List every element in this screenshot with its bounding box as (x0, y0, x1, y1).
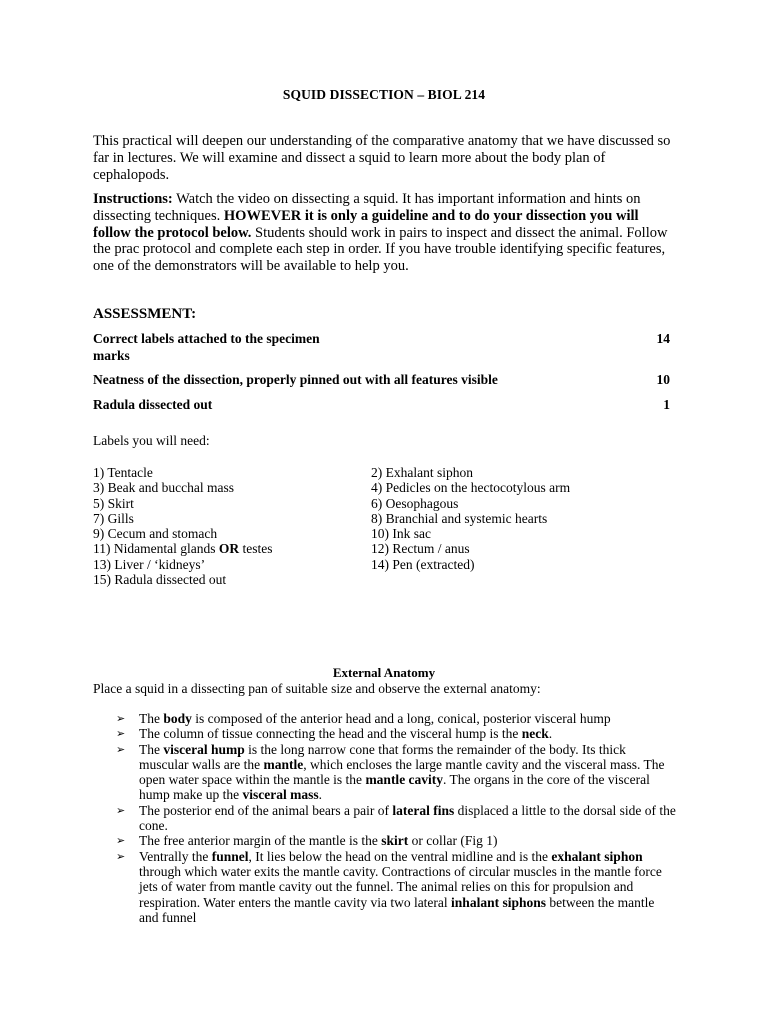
label-row (93, 496, 613, 511)
bullet-term: neck (521, 726, 549, 742)
arrow-bullet-icon: ➢ (116, 849, 126, 863)
label-row (93, 511, 613, 526)
assessment-label: Correct labels attached to the specimen (93, 331, 320, 346)
list-item (116, 833, 676, 848)
label-item: 10) Ink sac (371, 526, 431, 542)
label-item: 12) Rectum / anus (371, 541, 470, 557)
label-item: 5) Skirt (93, 495, 134, 511)
assessment-row (93, 371, 670, 388)
bullet-text: , It lies below the head on the ventral midline and is the (248, 848, 552, 864)
arrow-bullet-icon: ➢ (116, 803, 126, 817)
bullet-text: The (139, 741, 164, 757)
label-item: 15) Radula dissected out (93, 572, 227, 588)
instructions-text-2: Students should work in pairs to inspect and dissect the animal. Follow the prac protocol and complete each step in order. If you have trouble identifying specific features, one of the demonstrators will be available to help you. (93, 224, 668, 275)
assessment-unit: marks (93, 348, 130, 363)
bullet-term: visceral hump (163, 741, 245, 757)
instructions-bold-text: HOWEVER it is only a guideline and to do your dissection you will follow the protocol below. (93, 207, 639, 241)
bullet-term: funnel (211, 848, 249, 864)
arrow-bullet-icon: ➢ (116, 834, 126, 848)
assessment-heading: ASSESSMENT: (93, 306, 197, 322)
arrow-bullet-icon: ➢ (116, 727, 126, 741)
bullet-text: The posterior end of the animal bears a pair of (139, 802, 393, 818)
bullet-text: or collar (Fig 1) (408, 833, 498, 849)
bullet-text: Ventrally the (139, 848, 212, 864)
bullet-text: . (318, 787, 322, 803)
label-row (93, 526, 613, 541)
bullet-text: The column of tissue connecting the head and the visceral hump is the (139, 726, 522, 742)
bullet-term: mantle cavity (365, 772, 444, 788)
bullet-text: is composed of the anterior head and a long, conical, posterior visceral hump (191, 711, 611, 726)
list-item (116, 726, 676, 741)
assessment-mark: 10 (656, 372, 670, 387)
list-item (116, 803, 676, 834)
label-item: 4) Pedicles on the hectocotylous arm (371, 480, 571, 496)
bullet-term: mantle (263, 756, 304, 772)
assessment-row (93, 396, 670, 413)
page-title: SQUID DISSECTION – BIOL 214 (282, 87, 486, 102)
bullet-term: exhalant siphon (551, 848, 643, 864)
label-item: 2) Exhalant siphon (371, 465, 473, 480)
list-item (116, 849, 676, 925)
intro-paragraph: This practical will deepen our understanding of the comparative anatomy that we have discussed so far in lectures. We will examine and dissect a squid to learn more about the body plan of cephalopods. (93, 133, 671, 183)
label-row (93, 465, 613, 480)
external-anatomy-intro: Place a squid in a dissecting pan of suitable size and observe the external anatomy: (93, 681, 541, 696)
label-item: 9) Cecum and stomach (93, 526, 218, 542)
bullet-term: visceral mass (242, 787, 319, 803)
label-item: 3) Beak and bucchal mass (93, 480, 234, 496)
bullet-text: . (548, 726, 553, 742)
label-item: 14) Pen (extracted) (371, 556, 475, 572)
external-anatomy-list (116, 711, 676, 925)
label-item: 8) Branchial and systemic hearts (371, 510, 548, 526)
labels-list (93, 465, 613, 587)
label-row (93, 572, 613, 587)
label-row (93, 480, 613, 495)
label-item: 1) Tentacle (93, 465, 153, 480)
bullet-term: skirt (381, 833, 409, 849)
assessment-mark: 14 (656, 331, 670, 346)
bullet-text: The (139, 711, 164, 726)
instructions-paragraph (93, 191, 675, 275)
label-row (93, 541, 613, 556)
instructions-label: Instructions: (93, 191, 173, 207)
bullet-text: , which encloses the large mantle cavity and the visceral mass. The open water space within the mantle is the (139, 756, 665, 788)
label-item (93, 541, 272, 556)
label-row (93, 557, 613, 572)
bullet-text: through which water exits the mantle cavity. Contractions of circular muscles in the mantle force jets of water from mantle cavity out the funnel. The animal relies on this for propulsion and respiration. Water enters the mantle cavity via two lateral (139, 863, 662, 910)
assessment-label: Radula dissected out (93, 397, 213, 412)
list-item (116, 742, 676, 803)
assessment-mark: 1 (663, 397, 670, 412)
assessment-row (93, 330, 670, 364)
bullet-text: . The organs in the core of the visceral hump make up the (139, 772, 650, 803)
label-or-word: OR (218, 541, 240, 557)
arrow-bullet-icon: ➢ (116, 742, 126, 756)
bullet-text: is the long narrow cone that forms the remainder of the body. Its thick muscular walls are the (139, 741, 626, 772)
arrow-bullet-icon: ➢ (116, 712, 126, 725)
bullet-term: inhalant siphons (451, 894, 546, 910)
label-item-text: 11) Nidamental glands (93, 541, 219, 557)
label-item: 7) Gills (93, 510, 134, 526)
bullet-term: lateral fins (392, 802, 455, 818)
bullet-text: displaced a little to the dorsal side of the cone. (139, 802, 676, 834)
labels-intro: Labels you will need: (93, 433, 210, 448)
bullet-text: between the mantle and funnel (139, 894, 655, 925)
assessment-label: Neatness of the dissection, properly pinned out with all features visible (93, 372, 498, 387)
instructions-text-1: Watch the video on dissecting a squid. It has important information and hints on dissecting techniques. (93, 191, 641, 224)
label-item: 6) Oesophagous (371, 495, 459, 511)
list-item (116, 711, 676, 726)
label-item-text: testes (239, 541, 273, 557)
external-anatomy-heading: External Anatomy (332, 665, 436, 680)
bullet-text: The free anterior margin of the mantle is the (139, 833, 382, 849)
label-item: 13) Liver / ‘kidneys’ (93, 556, 206, 572)
bullet-term: body (163, 711, 192, 726)
